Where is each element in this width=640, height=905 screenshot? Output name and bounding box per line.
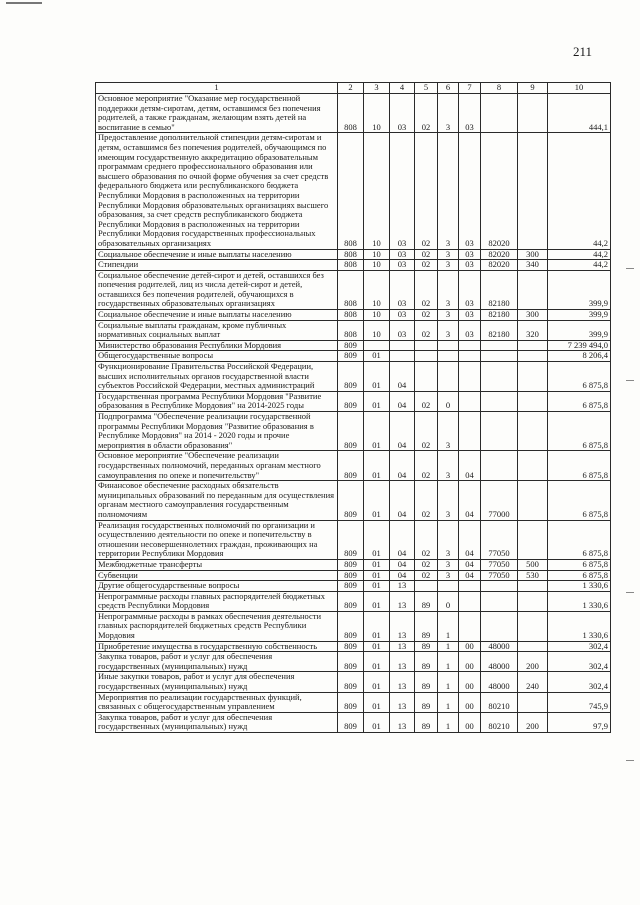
activity-code-cell: 03 xyxy=(459,94,481,133)
section-code-cell: 01 xyxy=(364,570,390,581)
subsection-code-cell: 13 xyxy=(390,641,415,652)
section-code-cell: 01 xyxy=(364,591,390,611)
program-code-cell: 02 xyxy=(415,260,438,271)
scan-edge-mark xyxy=(626,380,634,381)
direction-code-cell xyxy=(481,362,518,392)
activity-code-cell: 00 xyxy=(459,652,481,672)
admin-code-cell: 809 xyxy=(338,391,364,411)
activity-code-cell xyxy=(459,611,481,641)
subsection-code-cell: 04 xyxy=(390,570,415,581)
section-code-cell: 01 xyxy=(364,362,390,392)
amount-cell: 7 239 494,0 xyxy=(548,340,611,351)
scan-edge-mark xyxy=(626,268,634,269)
table-row xyxy=(96,320,611,340)
row-name-cell: Закупка товаров, работ и услуг для обеспечения государственных (муниципальных) нужд xyxy=(96,712,338,732)
activity-code-cell: 04 xyxy=(459,481,481,520)
direction-code-cell: 82020 xyxy=(481,133,518,249)
subsection-code-cell: 03 xyxy=(390,94,415,133)
table-row xyxy=(96,591,611,611)
section-code-cell: 01 xyxy=(364,520,390,559)
section-code-cell: 10 xyxy=(364,260,390,271)
program-code-cell xyxy=(415,351,438,362)
table-row xyxy=(96,481,611,520)
expense-type-cell xyxy=(518,340,548,351)
expense-type-cell xyxy=(518,520,548,559)
expense-type-cell: 500 xyxy=(518,559,548,570)
program-code-cell: 02 xyxy=(415,391,438,411)
table-row xyxy=(96,641,611,652)
activity-code-cell: 03 xyxy=(459,260,481,271)
subsection-code-cell: 04 xyxy=(390,451,415,481)
expense-type-cell: 240 xyxy=(518,672,548,692)
program-code-cell: 02 xyxy=(415,451,438,481)
table-row xyxy=(96,611,611,641)
subsection-code-cell: 03 xyxy=(390,320,415,340)
expense-type-cell: 320 xyxy=(518,320,548,340)
table-row xyxy=(96,412,611,451)
section-code-cell: 01 xyxy=(364,641,390,652)
expense-type-cell xyxy=(518,412,548,451)
table-row xyxy=(96,362,611,392)
amount-cell: 399,9 xyxy=(548,320,611,340)
activity-code-cell xyxy=(459,581,481,592)
subprogram-code-cell: 1 xyxy=(438,641,459,652)
activity-code-cell: 03 xyxy=(459,310,481,321)
direction-code-cell xyxy=(481,451,518,481)
table-row xyxy=(96,391,611,411)
amount-cell: 6 875,8 xyxy=(548,451,611,481)
direction-code-cell: 77050 xyxy=(481,570,518,581)
admin-code-cell: 809 xyxy=(338,559,364,570)
activity-code-cell: 03 xyxy=(459,320,481,340)
subsection-code-cell xyxy=(390,351,415,362)
admin-code-cell: 808 xyxy=(338,133,364,249)
subprogram-code-cell: 0 xyxy=(438,591,459,611)
table-row xyxy=(96,249,611,260)
table-row xyxy=(96,570,611,581)
direction-code-cell xyxy=(481,391,518,411)
expense-type-cell: 340 xyxy=(518,260,548,271)
direction-code-cell: 82020 xyxy=(481,249,518,260)
subsection-code-cell: 04 xyxy=(390,362,415,392)
row-name-cell: Основное мероприятие "Оказание мер государственной поддержки детям-сиротам, детям, оставшимся без попечения родителей, а также гражданам, желающим взять детей на воспитание в семью" xyxy=(96,94,338,133)
row-name-cell: Реализация государственных полномочий по организации и осуществлению деятельности по опеке и попечительству в отношении несовершеннолетних граждан, проживающих на территории Республики Мордовия xyxy=(96,520,338,559)
section-code-cell: 01 xyxy=(364,351,390,362)
program-code-cell: 89 xyxy=(415,652,438,672)
subsection-code-cell: 13 xyxy=(390,652,415,672)
subsection-code-cell: 04 xyxy=(390,520,415,559)
expense-type-cell xyxy=(518,451,548,481)
row-name-cell: Непрограммные расходы в рамках обеспечения деятельности главных распорядителей бюджетных средств Республики Мордовия xyxy=(96,611,338,641)
amount-cell: 6 875,8 xyxy=(548,570,611,581)
subprogram-code-cell: 3 xyxy=(438,559,459,570)
amount-cell: 44,2 xyxy=(548,133,611,249)
section-code-cell: 01 xyxy=(364,581,390,592)
activity-code-cell: 04 xyxy=(459,451,481,481)
amount-cell: 302,4 xyxy=(548,652,611,672)
table-row xyxy=(96,133,611,249)
row-name-cell: Социальное обеспечение и иные выплаты населению xyxy=(96,249,338,260)
program-code-cell: 02 xyxy=(415,412,438,451)
admin-code-cell: 808 xyxy=(338,310,364,321)
expense-type-cell xyxy=(518,692,548,712)
admin-code-cell: 809 xyxy=(338,362,364,392)
column-header: 6 xyxy=(438,83,459,94)
program-code-cell: 02 xyxy=(415,249,438,260)
subprogram-code-cell: 1 xyxy=(438,672,459,692)
program-code-cell: 02 xyxy=(415,94,438,133)
column-header: 3 xyxy=(364,83,390,94)
row-name-cell: Другие общегосударственные вопросы xyxy=(96,581,338,592)
subprogram-code-cell: 3 xyxy=(438,260,459,271)
column-header: 4 xyxy=(390,83,415,94)
direction-code-cell: 82180 xyxy=(481,270,518,309)
direction-code-cell xyxy=(481,581,518,592)
subprogram-code-cell: 0 xyxy=(438,391,459,411)
direction-code-cell: 80210 xyxy=(481,692,518,712)
subprogram-code-cell: 3 xyxy=(438,520,459,559)
table-row xyxy=(96,559,611,570)
column-header: 7 xyxy=(459,83,481,94)
table-row xyxy=(96,692,611,712)
subprogram-code-cell: 1 xyxy=(438,692,459,712)
table-row xyxy=(96,340,611,351)
section-code-cell: 10 xyxy=(364,270,390,309)
admin-code-cell: 808 xyxy=(338,260,364,271)
table-row xyxy=(96,672,611,692)
amount-cell: 8 206,4 xyxy=(548,351,611,362)
subprogram-code-cell: 1 xyxy=(438,611,459,641)
admin-code-cell: 808 xyxy=(338,320,364,340)
column-header: 2 xyxy=(338,83,364,94)
admin-code-cell: 809 xyxy=(338,652,364,672)
expense-type-cell xyxy=(518,362,548,392)
section-code-cell: 01 xyxy=(364,672,390,692)
page-number: 211 xyxy=(572,44,592,59)
program-code-cell: 02 xyxy=(415,559,438,570)
program-code-cell: 89 xyxy=(415,672,438,692)
program-code-cell: 89 xyxy=(415,591,438,611)
amount-cell: 97,9 xyxy=(548,712,611,732)
subprogram-code-cell: 3 xyxy=(438,94,459,133)
subsection-code-cell: 03 xyxy=(390,310,415,321)
program-code-cell: 02 xyxy=(415,570,438,581)
section-code-cell: 10 xyxy=(364,310,390,321)
activity-code-cell: 04 xyxy=(459,559,481,570)
table-row xyxy=(96,94,611,133)
activity-code-cell xyxy=(459,412,481,451)
expense-type-cell: 530 xyxy=(518,570,548,581)
activity-code-cell: 00 xyxy=(459,712,481,732)
row-name-cell: Иные закупки товаров, работ и услуг для обеспечения государственных (муниципальных) нужд xyxy=(96,672,338,692)
subsection-code-cell: 03 xyxy=(390,260,415,271)
program-code-cell xyxy=(415,362,438,392)
table-row xyxy=(96,451,611,481)
activity-code-cell: 03 xyxy=(459,133,481,249)
row-name-cell: Межбюджетные трансферты xyxy=(96,559,338,570)
admin-code-cell: 809 xyxy=(338,672,364,692)
direction-code-cell xyxy=(481,94,518,133)
expense-type-cell xyxy=(518,481,548,520)
direction-code-cell: 77050 xyxy=(481,520,518,559)
section-code-cell: 01 xyxy=(364,611,390,641)
expense-type-cell xyxy=(518,581,548,592)
section-code-cell: 10 xyxy=(364,133,390,249)
subsection-code-cell: 04 xyxy=(390,481,415,520)
expense-type-cell xyxy=(518,591,548,611)
expense-type-cell xyxy=(518,270,548,309)
subsection-code-cell: 13 xyxy=(390,712,415,732)
program-code-cell: 89 xyxy=(415,641,438,652)
direction-code-cell: 80210 xyxy=(481,712,518,732)
section-code-cell: 01 xyxy=(364,391,390,411)
admin-code-cell: 809 xyxy=(338,581,364,592)
table-row xyxy=(96,351,611,362)
subprogram-code-cell: 1 xyxy=(438,712,459,732)
direction-code-cell: 82020 xyxy=(481,260,518,271)
program-code-cell xyxy=(415,581,438,592)
section-code-cell: 10 xyxy=(364,320,390,340)
activity-code-cell xyxy=(459,391,481,411)
table-header-row xyxy=(96,83,611,94)
expense-type-cell: 200 xyxy=(518,712,548,732)
program-code-cell xyxy=(415,340,438,351)
section-code-cell: 01 xyxy=(364,451,390,481)
section-code-cell: 01 xyxy=(364,692,390,712)
column-header: 9 xyxy=(518,83,548,94)
admin-code-cell: 808 xyxy=(338,94,364,133)
subprogram-code-cell: 3 xyxy=(438,481,459,520)
direction-code-cell: 82180 xyxy=(481,320,518,340)
amount-cell: 1 330,6 xyxy=(548,581,611,592)
direction-code-cell: 82180 xyxy=(481,310,518,321)
row-name-cell: Мероприятия по реализации государственных функций, связанных с общегосударственным управлением xyxy=(96,692,338,712)
admin-code-cell: 808 xyxy=(338,249,364,260)
subsection-code-cell: 13 xyxy=(390,591,415,611)
section-code-cell: 10 xyxy=(364,249,390,260)
subprogram-code-cell: 3 xyxy=(438,270,459,309)
column-header: 1 xyxy=(96,83,338,94)
amount-cell: 302,4 xyxy=(548,672,611,692)
row-name-cell: Социальное обеспечение и иные выплаты населению xyxy=(96,310,338,321)
subsection-code-cell: 04 xyxy=(390,412,415,451)
program-code-cell: 02 xyxy=(415,520,438,559)
subprogram-code-cell xyxy=(438,340,459,351)
admin-code-cell: 809 xyxy=(338,481,364,520)
admin-code-cell: 809 xyxy=(338,591,364,611)
amount-cell: 745,9 xyxy=(548,692,611,712)
subprogram-code-cell: 3 xyxy=(438,133,459,249)
admin-code-cell: 809 xyxy=(338,520,364,559)
row-name-cell: Субвенции xyxy=(96,570,338,581)
subprogram-code-cell xyxy=(438,362,459,392)
direction-code-cell: 48000 xyxy=(481,652,518,672)
subprogram-code-cell: 3 xyxy=(438,570,459,581)
subsection-code-cell xyxy=(390,340,415,351)
row-name-cell: Министерство образования Республики Мордовия xyxy=(96,340,338,351)
subsection-code-cell: 13 xyxy=(390,581,415,592)
amount-cell: 6 875,8 xyxy=(548,362,611,392)
row-name-cell: Закупка товаров, работ и услуг для обеспечения государственных (муниципальных) нужд xyxy=(96,652,338,672)
admin-code-cell: 809 xyxy=(338,451,364,481)
program-code-cell: 02 xyxy=(415,270,438,309)
row-name-cell: Основное мероприятие "Обеспечение реализации государственных полномочий, переданных органам местного самоуправления по опеке и попечительству" xyxy=(96,451,338,481)
direction-code-cell: 48000 xyxy=(481,641,518,652)
admin-code-cell: 809 xyxy=(338,570,364,581)
direction-code-cell xyxy=(481,611,518,641)
section-code-cell: 01 xyxy=(364,712,390,732)
activity-code-cell: 00 xyxy=(459,641,481,652)
subprogram-code-cell: 3 xyxy=(438,412,459,451)
amount-cell: 1 330,6 xyxy=(548,611,611,641)
admin-code-cell: 809 xyxy=(338,692,364,712)
subsection-code-cell: 04 xyxy=(390,559,415,570)
row-name-cell: Приобретение имущества в государственную собственность xyxy=(96,641,338,652)
table-row xyxy=(96,270,611,309)
subprogram-code-cell: 1 xyxy=(438,652,459,672)
program-code-cell: 02 xyxy=(415,133,438,249)
expense-type-cell xyxy=(518,94,548,133)
amount-cell: 6 875,8 xyxy=(548,391,611,411)
amount-cell: 1 330,6 xyxy=(548,591,611,611)
amount-cell: 6 875,8 xyxy=(548,412,611,451)
direction-code-cell: 48000 xyxy=(481,672,518,692)
admin-code-cell: 809 xyxy=(338,340,364,351)
program-code-cell: 02 xyxy=(415,310,438,321)
section-code-cell: 01 xyxy=(364,559,390,570)
column-header: 5 xyxy=(415,83,438,94)
direction-code-cell xyxy=(481,412,518,451)
direction-code-cell xyxy=(481,340,518,351)
activity-code-cell: 03 xyxy=(459,249,481,260)
row-name-cell: Непрограммные расходы главных распорядителей бюджетных средств Республики Мордовия xyxy=(96,591,338,611)
subsection-code-cell: 13 xyxy=(390,692,415,712)
expense-type-cell xyxy=(518,641,548,652)
table-row xyxy=(96,652,611,672)
table-body xyxy=(96,94,611,733)
row-name-cell: Предоставление дополнительной стипендии детям-сиротам и детям, оставшимся без попечения родителей, обучающимся по имеющим государственную аккредитацию образовательным программам среднего профессионального образования или высшего образования по очной форме обучения за счет средств федерального бюджета или республиканского бюджета Республики Мордовия в расположенных на территории Республики Мордовия образовательных организациях высшего образования, за счет средств республиканского бюджета Республики Мордовия в расположенных на территории Республики Мордовия государственных профессиональных образовательных организациях xyxy=(96,133,338,249)
section-code-cell: 01 xyxy=(364,652,390,672)
row-name-cell: Функционирование Правительства Российской Федерации, высших исполнительных органов государственной власти субъектов Российской Федерации, местных администраций xyxy=(96,362,338,392)
admin-code-cell: 809 xyxy=(338,412,364,451)
expense-type-cell: 300 xyxy=(518,310,548,321)
table-row xyxy=(96,581,611,592)
admin-code-cell: 809 xyxy=(338,351,364,362)
subprogram-code-cell: 3 xyxy=(438,310,459,321)
activity-code-cell xyxy=(459,591,481,611)
activity-code-cell xyxy=(459,362,481,392)
section-code-cell: 01 xyxy=(364,481,390,520)
subprogram-code-cell xyxy=(438,351,459,362)
subsection-code-cell: 13 xyxy=(390,611,415,641)
expense-type-cell xyxy=(518,133,548,249)
subprogram-code-cell: 3 xyxy=(438,451,459,481)
expense-type-cell xyxy=(518,391,548,411)
direction-code-cell xyxy=(481,591,518,611)
subprogram-code-cell: 3 xyxy=(438,320,459,340)
amount-cell: 44,2 xyxy=(548,260,611,271)
column-header: 8 xyxy=(481,83,518,94)
amount-cell: 302,4 xyxy=(548,641,611,652)
admin-code-cell: 809 xyxy=(338,611,364,641)
program-code-cell: 89 xyxy=(415,712,438,732)
scan-edge-mark xyxy=(626,760,634,761)
budget-table xyxy=(95,82,611,733)
section-code-cell: 01 xyxy=(364,412,390,451)
activity-code-cell: 00 xyxy=(459,692,481,712)
activity-code-cell: 04 xyxy=(459,520,481,559)
amount-cell: 44,2 xyxy=(548,249,611,260)
admin-code-cell: 809 xyxy=(338,712,364,732)
amount-cell: 399,9 xyxy=(548,310,611,321)
table-row xyxy=(96,712,611,732)
admin-code-cell: 808 xyxy=(338,270,364,309)
program-code-cell: 02 xyxy=(415,481,438,520)
row-name-cell: Социальные выплаты гражданам, кроме публичных нормативных социальных выплат xyxy=(96,320,338,340)
expense-type-cell xyxy=(518,351,548,362)
direction-code-cell: 77000 xyxy=(481,481,518,520)
amount-cell: 6 875,8 xyxy=(548,481,611,520)
direction-code-cell xyxy=(481,351,518,362)
activity-code-cell: 00 xyxy=(459,672,481,692)
table-row xyxy=(96,310,611,321)
subsection-code-cell: 13 xyxy=(390,672,415,692)
row-name-cell: Общегосударственные вопросы xyxy=(96,351,338,362)
expense-type-cell: 200 xyxy=(518,652,548,672)
column-header: 10 xyxy=(548,83,611,94)
subsection-code-cell: 03 xyxy=(390,133,415,249)
program-code-cell: 89 xyxy=(415,611,438,641)
amount-cell: 6 875,8 xyxy=(548,520,611,559)
activity-code-cell: 04 xyxy=(459,570,481,581)
subprogram-code-cell: 3 xyxy=(438,249,459,260)
table-row xyxy=(96,520,611,559)
subsection-code-cell: 03 xyxy=(390,249,415,260)
expense-type-cell xyxy=(518,611,548,641)
scan-corner-mark xyxy=(6,2,42,10)
activity-code-cell xyxy=(459,340,481,351)
scan-edge-mark xyxy=(626,592,634,593)
activity-code-cell xyxy=(459,351,481,362)
subprogram-code-cell xyxy=(438,581,459,592)
subsection-code-cell: 03 xyxy=(390,270,415,309)
subsection-code-cell: 04 xyxy=(390,391,415,411)
row-name-cell: Подпрограмма "Обеспечение реализации государственной программы Республики Мордовия "Развитие образования в Республике Мордовия" на 2014 - 2020 годы и прочие мероприятия в области образования" xyxy=(96,412,338,451)
activity-code-cell: 03 xyxy=(459,270,481,309)
row-name-cell: Социальное обеспечение детей-сирот и детей, оставшихся без попечения родителей, лиц из числа детей-сирот и детей, оставшихся без попечения родителей, обучающихся в государственных образовательных организациях xyxy=(96,270,338,309)
expense-type-cell: 300 xyxy=(518,249,548,260)
amount-cell: 399,9 xyxy=(548,270,611,309)
admin-code-cell: 809 xyxy=(338,641,364,652)
amount-cell: 444,1 xyxy=(548,94,611,133)
section-code-cell xyxy=(364,340,390,351)
section-code-cell: 10 xyxy=(364,94,390,133)
table-row xyxy=(96,260,611,271)
program-code-cell: 02 xyxy=(415,320,438,340)
row-name-cell: Финансовое обеспечение расходных обязательств муниципальных образований по переданным для осуществления органам местного самоуправления государственным полномочиям xyxy=(96,481,338,520)
program-code-cell: 89 xyxy=(415,692,438,712)
row-name-cell: Государственная программа Республики Мордовия "Развитие образования в Республике Мордовия" на 2014-2025 годы xyxy=(96,391,338,411)
amount-cell: 6 875,8 xyxy=(548,559,611,570)
direction-code-cell: 77050 xyxy=(481,559,518,570)
row-name-cell: Стипендии xyxy=(96,260,338,271)
